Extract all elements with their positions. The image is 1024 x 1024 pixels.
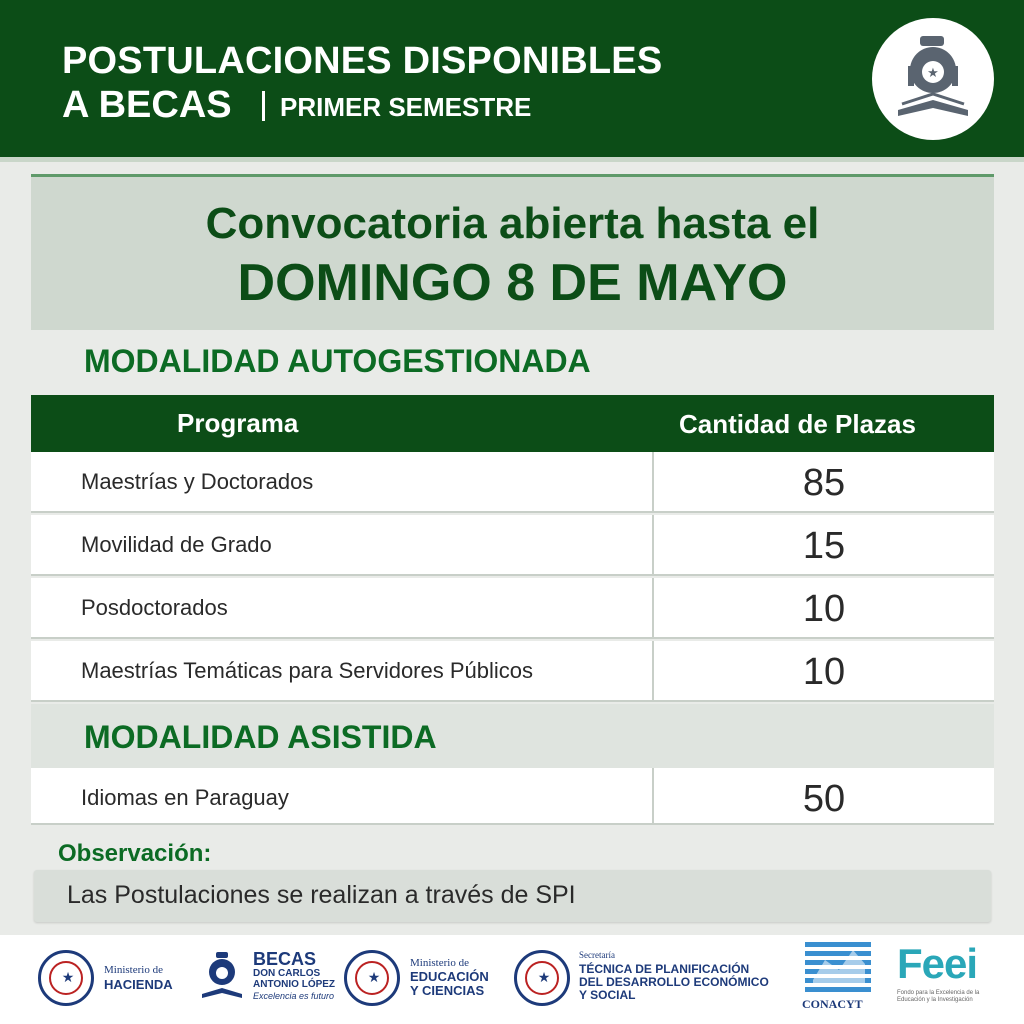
stp-label-line2: DEL DESARROLLO ECONÓMICO [579,975,769,989]
section-title-autogestionada: MODALIDAD AUTOGESTIONADA [84,343,591,379]
programa-cell: Posdoctorados [81,595,228,620]
column-header-plazas: Cantidad de Plazas [679,409,916,439]
header-divider [0,157,1024,162]
becas-logo-sub1: DON CARLOS [253,968,321,979]
programa-cell: Movilidad de Grado [81,532,272,557]
paraguay-seal-icon: ★ [38,950,94,1006]
plazas-cell: 10 [802,588,846,630]
mec-small-label: Ministerio de [410,957,469,969]
stp-label-line3: Y SOCIAL [579,988,636,1002]
plazas-cell: 10 [802,651,846,693]
page-title-line1: POSTULACIONES DISPONIBLES [62,40,663,82]
stp-small-label: Secretaría [579,950,615,960]
mec-label-line1: EDUCACIÓN [410,969,489,984]
section-band-asistida [31,704,994,768]
conacyt-label: CONACYT [802,997,863,1011]
becas-logo-sub2: ANTONIO LÓPEZ [253,979,336,990]
paraguay-seal-icon: ★ [514,950,570,1006]
hacienda-small-label: Ministerio de [104,964,163,976]
table-row [31,768,994,825]
plazas-cell: 50 [802,778,846,820]
table-row [31,578,994,639]
becas-logo-title: BECAS [253,949,317,969]
programa-cell: Maestrías y Doctorados [81,469,314,494]
feei-logo: Feei [897,940,978,987]
conacyt-logo-icon [805,940,871,992]
table-header [31,395,994,452]
title-separator [262,91,265,121]
paraguay-seal-icon: ★ [344,950,400,1006]
deadline-date: DOMINGO 8 DE MAYO [237,254,788,312]
observation-text: Las Postulaciones se realizan a través de SPI [67,881,576,909]
header-bar [0,0,1024,157]
table-row [31,452,994,513]
page-title-line2: A BECAS [62,84,232,126]
deadline-banner [31,174,994,330]
feei-tagline: Fondo para la Excelencia de la Educación y la Investigación [897,990,980,1003]
becas-logo-icon [872,18,994,140]
mec-label-line2: Y CIENCIAS [410,983,485,998]
plazas-cell: 85 [802,462,846,504]
stp-label-line1: TÉCNICA DE PLANIFICACIÓN [579,962,750,976]
deadline-line1: Convocatoria abierta hasta el [205,199,820,248]
becas-train-icon [198,950,246,1002]
observation-title: Observación: [58,840,212,867]
table-row [31,641,994,702]
table-row [31,515,994,576]
page-subtitle: PRIMER SEMESTRE [280,92,532,122]
observation-box [34,870,991,922]
programa-cell: Idiomas en Paraguay [81,785,289,810]
section-title-asistida: MODALIDAD ASISTIDA [84,719,437,755]
programa-cell: Maestrías Temáticas para Servidores Públicos [81,658,534,683]
plazas-cell: 15 [802,525,846,567]
hacienda-label: HACIENDA [104,977,173,992]
column-header-programa: Programa [177,408,299,438]
becas-logo-tagline: Excelencia es futuro [253,991,335,1001]
svg-text:★: ★ [927,66,939,81]
